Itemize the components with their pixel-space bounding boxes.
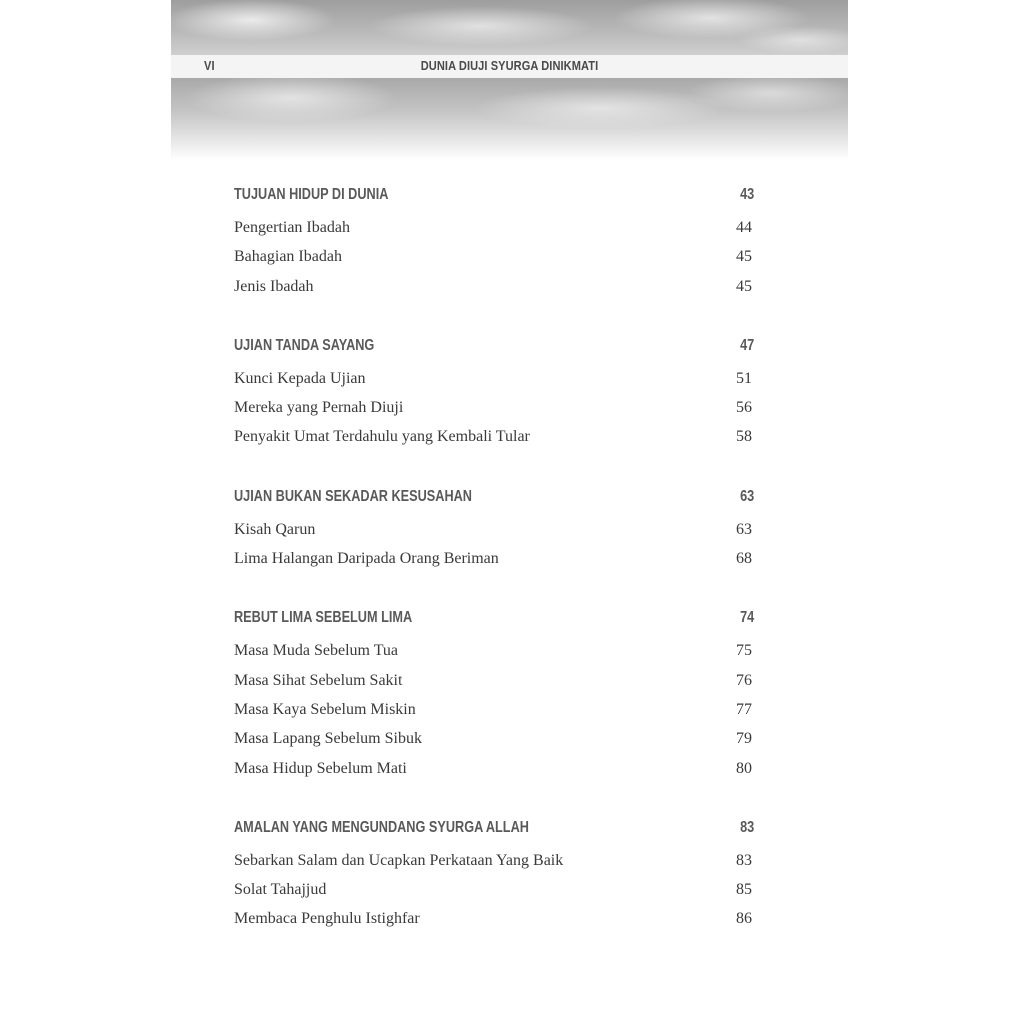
entry-page-number: 45 [736,248,752,266]
section-heading [234,605,754,633]
section-title: AMALAN YANG MENGUNDANG SYURGA ALLAH [234,818,529,836]
section-heading [234,182,754,210]
entry-page-number: 44 [736,219,752,236]
entry-title: Kisah Qarun [234,520,316,538]
entry-title: Pengertian Ibadah [234,219,350,236]
toc-entry [234,366,754,395]
entry-title: Solat Tahajjud [234,881,327,899]
entry-page-number: 80 [736,759,752,777]
entry-title: Bahagian Ibadah [234,248,342,266]
toc-section [234,484,754,576]
section-title: TUJUAN HIDUP DI DUNIA [234,186,389,203]
section-page-number: 74 [739,609,754,627]
toc-entry [234,274,754,303]
entry-title: Kunci Kepada Ujian [234,369,366,387]
toc-entry [234,517,754,546]
toc-entry [234,668,754,697]
toc-entry [234,215,754,244]
table-of-contents [234,182,754,936]
entry-page-number: 79 [736,730,752,748]
section-heading [234,815,754,843]
entry-title: Mereka yang Pernah Diuji [234,399,404,417]
toc-entry [234,726,754,755]
running-title: DUNIA DIUJI SYURGA DINIKMATI [420,58,599,73]
toc-entry [234,697,754,726]
entry-page-number: 68 [736,550,752,568]
book-page [171,0,848,1024]
toc-entry [234,756,754,785]
entry-title: Membaca Penghulu Istighfar [234,910,420,928]
entry-page-number: 56 [736,399,752,417]
entry-page-number: 86 [736,910,752,928]
entry-page-number: 58 [736,428,752,446]
entry-title: Penyakit Umat Terdahulu yang Kembali Tular [234,428,530,446]
toc-entry [234,638,754,667]
section-heading [234,484,754,512]
section-title: REBUT LIMA SEBELUM LIMA [234,609,413,627]
entry-title: Masa Lapang Sebelum Sibuk [234,730,422,748]
toc-section [234,605,754,784]
section-title: UJIAN BUKAN SEKADAR KESUSAHAN [234,487,472,505]
cloud-banner-bottom [171,78,848,160]
entry-page-number: 83 [736,851,752,869]
toc-section [234,182,754,303]
toc-entry [234,395,754,424]
entry-page-number: 77 [736,700,752,718]
toc-entry [234,906,754,935]
toc-entry [234,546,754,575]
entry-title: Lima Halangan Daripada Orang Beriman [234,550,499,568]
toc-section [234,333,754,454]
cloud-banner-top [171,0,848,55]
entry-page-number: 51 [736,369,752,387]
section-heading [234,333,754,361]
entry-title: Jenis Ibadah [234,277,314,295]
section-page-number: 63 [739,487,754,505]
entry-page-number: 75 [736,642,752,660]
entry-page-number: 45 [736,277,752,295]
section-page-number: 83 [739,818,754,836]
entry-page-number: 85 [736,881,752,899]
entry-title: Masa Kaya Sebelum Miskin [234,700,416,718]
entry-title: Masa Hidup Sebelum Mati [234,759,407,777]
entry-title: Masa Muda Sebelum Tua [234,642,398,660]
toc-section [234,815,754,936]
entry-page-number: 76 [736,671,752,689]
page-number: VI [204,58,215,73]
section-page-number: 47 [739,336,754,354]
toc-entry [234,244,754,273]
toc-entry [234,424,754,453]
section-title: UJIAN TANDA SAYANG [234,336,375,354]
section-page-number: 43 [739,186,754,203]
entry-title: Sebarkan Salam dan Ucapkan Perkataan Yang Baik [234,851,564,869]
toc-entry [234,877,754,906]
toc-entry [234,848,754,877]
entry-title: Masa Sihat Sebelum Sakit [234,671,403,689]
entry-page-number: 63 [736,520,752,538]
